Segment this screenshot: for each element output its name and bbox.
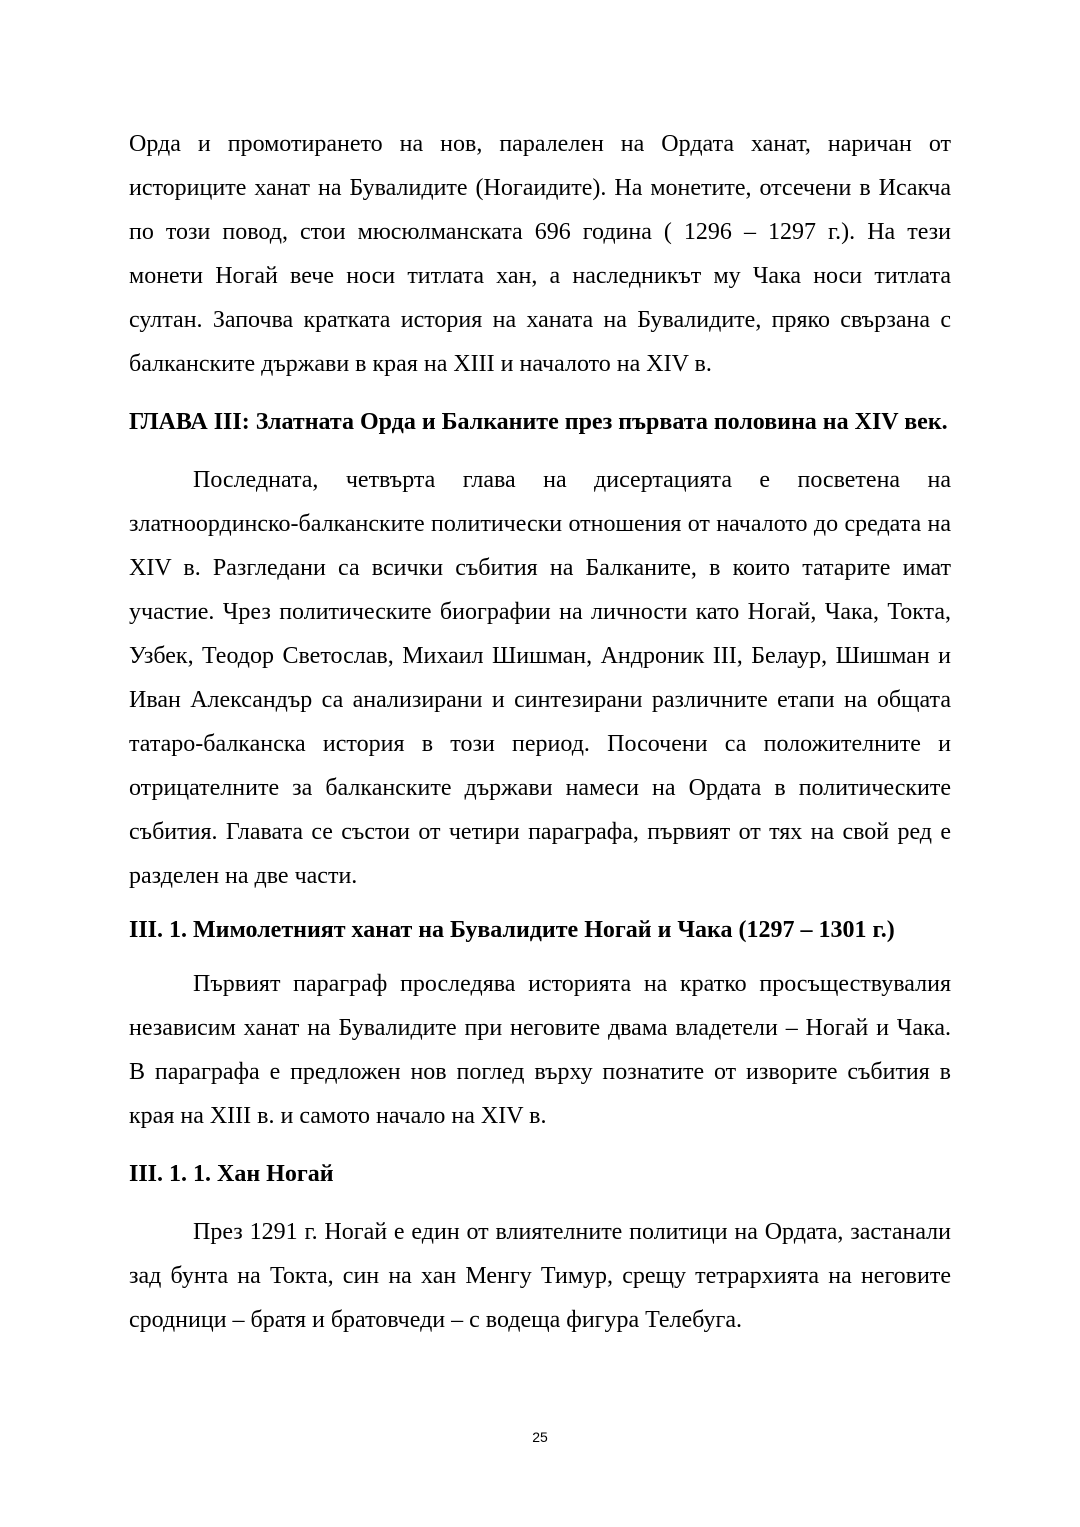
paragraph-chapter-overview: Последната, четвърта глава на дисертацията е посветена на златноординско-балканските политически отношения от началото до средата на XIV в. Разгледани са всички събития на Балканите, в които татарите имат участие. Чрез политическите биографии на личности като Ногай, Чака, Токта, Узбек, Теодор Светослав, Михаил Шишман, Андроник III, Белаур, Шишман и Иван Александър са анализирани и синтезирани различните етапи на общата татаро-балканска история в този период. Посочени са положителните и отрицателните за балканските държави намеси на Ордата в политическите събития. Главата се състои от четири параграфа, първият от тях на свой ред е разделен на две части. [129,467,951,889]
section-heading-3-1: III. 1. Мимолетният ханат на Бувалидите Ногай и Чака (1297 – 1301 г.) [129,917,895,943]
page-number: 25 [532,1429,548,1445]
paragraph-khan-nogai: През 1291 г. Ногай е един от влиятелните политици на Ордата, застанали зад бунта на Токта, син на хан Менгу Тимур, срещу тетрархията на неговите сродници – братя и братовчеди – с водеща фигура Телебуга. [129,1219,951,1333]
subsection-heading-3-1-1: III. 1. 1. Хан Ногай [129,1161,334,1187]
page-body [129,122,951,1342]
paragraph-ordata-khanate: Орда и промотирането на нов, паралелен на Ордата ханат, наричан от историците ханат на Бувалидите (Ногаидите). На монетите, отсечени в Исакча по този повод, стои мюсюлманската 696 година ( 1296 – 1297 г.). На тези монети Ногай вече носи титлата хан, а наследникът му Чака носи титлата султан. Започва кратката история на ханата на Бувалидите, пряко свързана с балканските държави в края на XIII и началото на XIV в. [129,131,951,377]
chapter-heading-3: ГЛАВА III: Златната Орда и Балканите през първата половина на XIV век. [129,409,948,435]
paragraph-section-overview: Първият параграф проследява историята на кратко просъществувалия независим ханат на Бувалидите при неговите двама владетели – Ногай и Чака. В параграфа е предложен нов поглед върху познатите от изворите събития в края на XIII в. и самото начало на XIV в. [129,971,951,1129]
